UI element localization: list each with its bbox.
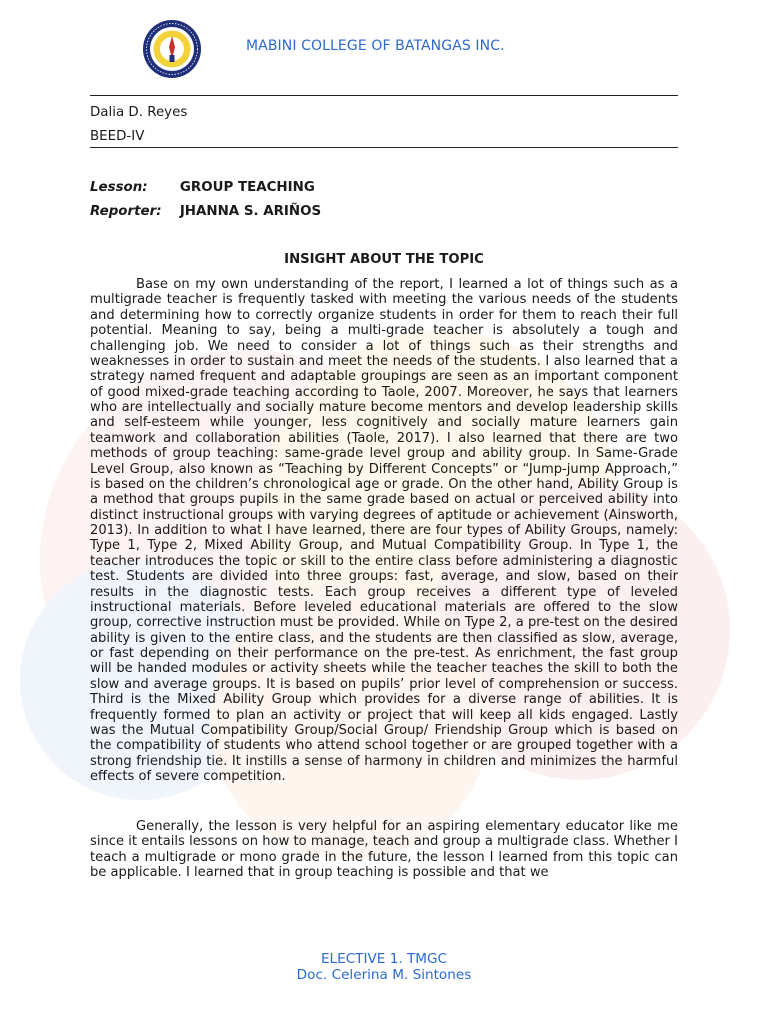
student-name: Dalia D. Reyes xyxy=(90,105,188,120)
lesson-row xyxy=(90,180,315,195)
college-seal-logo xyxy=(142,19,202,79)
footer-course: ELECTIVE 1. TMGC xyxy=(320,951,448,967)
paragraph-1: Base on my own understanding of the report, I learned a lot of things such as a multigrade teacher is frequently tasked with meeting the various needs of the students and determining how to correctly organize students in order for them to reach their full potential. Meaning to say, being a multi-grade teacher is absolutely a tough and challenging job. We need to consider a lot of things such as their strengths and weaknesses in order to sustain and meet the needs of the students. I also learned that a strategy named frequent and adaptable groupings are seen as an important component of good mixed-grade teaching according to Taole, 2007. Moreover, he says that learners who are intellectually and socially mature become mentors and develop leadership skills and self-esteem while younger, less cognitively and socially mature learners gain teamwork and collaboration abilities (Taole, 2017). I also learned that there are two methods of group teaching: same-grade level group and ability group. In Same-Grade Level Group, also known as “Teaching by Different Concepts” or “Jump-jump Approach,” is based on the children’s chronological age or grade. On the other hand, Ability Group is a method that groups pupils in the same grade based on actual or perceived ability into distinct instructional groups with varying degrees of aptitude or achievement (Ainsworth, 2013). In addition to what I have learned, there are four types of Ability Groups, namely: Type 1, Type 2, Mixed Ability Group, and Mutual Compatibility Group. In Type 1, the teacher introduces the topic or skill to the entire class before administering a diagnostic test. Students are divided into three groups: fast, average, and slow, based on their results in the diagnostic tests. Each group receives a different type of leveled instructional materials. Before leveled educational materials are offered to the slow group, corrective instruction must be provided. While on Type 2, a pre-test on the desired ability is given to the entire class, and the students are then classified as slow, average, or fast depending on their performance on the pre-test. As enrichment, the fast group will be handed modules or activity sheets while the teacher teaches the skill to both the slow and average groups. It is based on pupils’ prior level of comprehension or success. Third is the Mixed Ability Group which provides for a diverse range of abilities. It is frequently formed to plan an activity or project that will keep all kids engaged. Lastly was the Mutual Compatibility Group/Social Group/ Friendship Group which is based on the compatibility of students who attend school together or are grouped together with a strong friendship tie. It instills a sense of harmony in children and minimizes the harmful effects of severe competition. xyxy=(90,277,678,784)
reporter-value: JHANNA S. ARIÑOS xyxy=(179,204,322,219)
lesson-label: Lesson: xyxy=(90,180,148,195)
info-divider xyxy=(90,147,678,148)
reporter-label: Reporter: xyxy=(90,204,162,219)
body-text xyxy=(90,277,678,784)
paragraph-2: Generally, the lesson is very helpful for an aspiring elementary educator like me since it entails lessons on how to manage, teach and group a multigrade class. Whether I teach a multigrade or mono grade in the future, the lesson I learned from this topic can be applicable. I learned that in group teaching is possible and that we xyxy=(90,819,678,881)
student-course: BEED-IV xyxy=(90,129,145,144)
header-divider xyxy=(90,95,678,96)
lesson-value: GROUP TEACHING xyxy=(179,180,315,195)
section-title: INSIGHT ABOUT THE TOPIC xyxy=(284,252,484,267)
college-name: MABINI COLLEGE OF BATANGAS INC. xyxy=(246,38,505,54)
reporter-row xyxy=(90,204,321,219)
body-text-2 xyxy=(90,819,678,881)
footer-instructor: Doc. Celerina M. Sintones xyxy=(296,967,472,983)
